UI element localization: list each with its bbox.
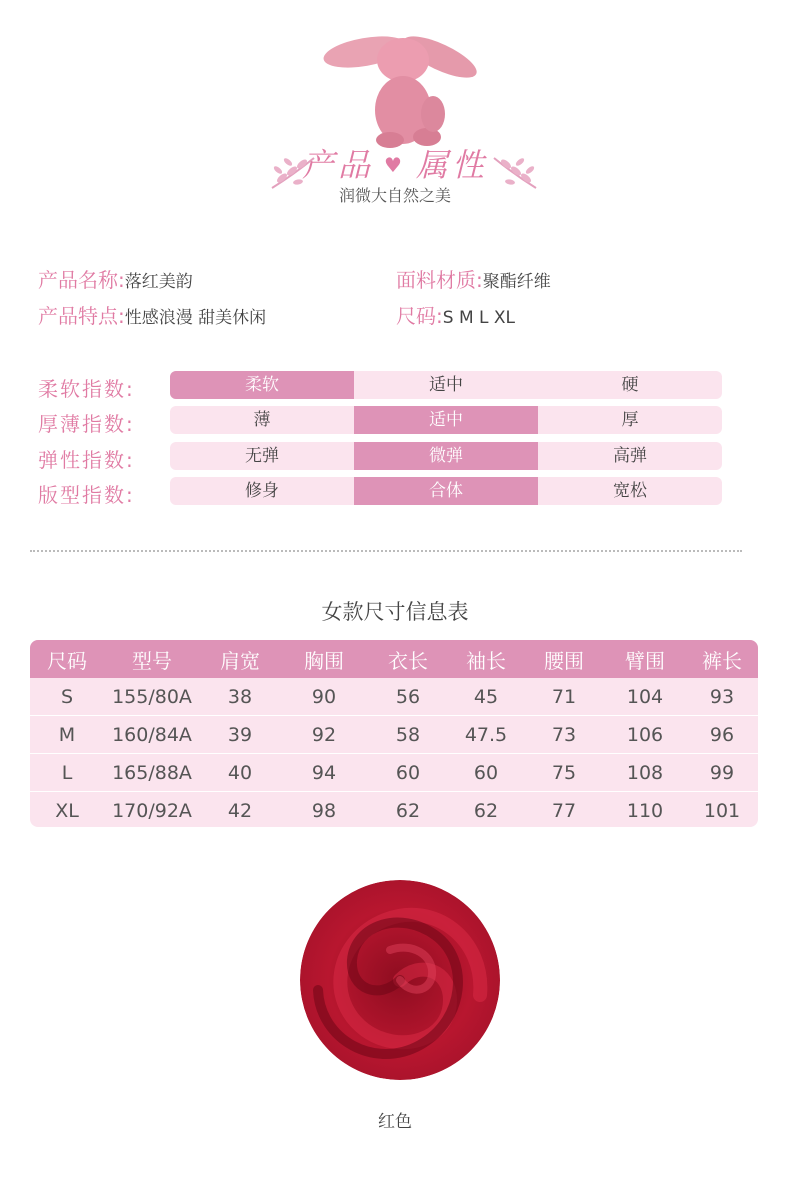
table-cell: 106	[604, 716, 686, 754]
index-bar-thickness	[170, 406, 722, 434]
attribute-value: 落红美韵	[124, 272, 193, 292]
column-header: 尺码	[30, 640, 104, 678]
table-cell: 92	[280, 716, 368, 754]
table-cell: 99	[686, 754, 758, 792]
index-option: 高弹	[613, 446, 647, 466]
table-cell: 39	[200, 716, 280, 754]
index-option: 合体	[354, 477, 538, 505]
size-table-title: 女款尺寸信息表	[321, 600, 469, 624]
column-header: 腰围	[524, 640, 604, 678]
index-option: 无弹	[245, 446, 279, 466]
attribute-material	[396, 264, 551, 293]
index-bar-fit	[170, 477, 722, 505]
attribute-features	[38, 300, 266, 329]
index-label-softness: 柔软指数:	[38, 377, 135, 401]
table-cell: 98	[280, 792, 368, 828]
index-bar-softness	[170, 371, 722, 399]
dotted-divider	[30, 550, 742, 552]
table-cell: 77	[524, 792, 604, 828]
table-row	[30, 716, 758, 754]
attribute-key: 面料材质:	[396, 268, 483, 292]
column-header: 肩宽	[200, 640, 280, 678]
size-table	[30, 640, 758, 827]
table-cell: 60	[368, 754, 448, 792]
index-bar-elasticity	[170, 442, 722, 470]
bunny-illustration	[315, 22, 485, 152]
attribute-product-name	[38, 264, 193, 293]
column-header: 胸围	[280, 640, 368, 678]
index-option: 厚	[621, 410, 639, 430]
table-cell: 58	[368, 716, 448, 754]
attribute-size	[396, 300, 515, 329]
table-cell: 155/80A	[112, 685, 192, 708]
index-label-thickness: 厚薄指数:	[38, 412, 135, 436]
index-option: 硬	[621, 375, 639, 395]
table-cell: 38	[227, 685, 253, 708]
fabric-swatch-image	[300, 880, 500, 1080]
heart-icon: ♥	[384, 153, 406, 177]
attribute-key: 产品特点:	[38, 304, 125, 328]
table-cell: 165/88A	[104, 754, 200, 792]
index-option: 柔软	[170, 371, 354, 399]
table-cell: 96	[686, 716, 758, 754]
index-option: 适中	[354, 406, 538, 434]
index-option: 宽松	[613, 481, 647, 501]
table-cell: L	[30, 754, 104, 792]
table-cell: 110	[604, 792, 686, 828]
table-cell: 73	[524, 716, 604, 754]
table-cell: 94	[280, 754, 368, 792]
table-cell: 93	[709, 685, 735, 708]
color-label: 红色	[378, 1112, 412, 1132]
table-header-row	[30, 640, 758, 678]
column-header: 袖长	[448, 640, 524, 678]
table-cell: 75	[524, 754, 604, 792]
attribute-value: 聚酯纤维	[482, 272, 551, 292]
table-cell: 71	[551, 685, 577, 708]
table-cell: 60	[448, 754, 524, 792]
column-header: 型号	[104, 640, 200, 678]
table-cell: 56	[395, 685, 421, 708]
table-cell: 42	[200, 792, 280, 828]
table-cell: 170/92A	[104, 792, 200, 828]
table-row	[30, 678, 758, 716]
section-title	[0, 140, 790, 186]
table-cell: XL	[30, 792, 104, 828]
title-right: 属性	[415, 146, 488, 184]
table-cell: 108	[604, 754, 686, 792]
table-cell: 160/84A	[104, 716, 200, 754]
table-cell: 45	[473, 685, 499, 708]
title-left: 产品	[302, 146, 375, 184]
column-header: 裤长	[686, 640, 758, 678]
table-cell: 104	[626, 685, 664, 708]
column-header: 衣长	[368, 640, 448, 678]
table-cell: S	[60, 685, 74, 708]
column-header: 臂围	[604, 640, 686, 678]
attribute-key: 产品名称:	[38, 268, 125, 292]
index-option: 适中	[429, 375, 463, 395]
table-cell: 40	[200, 754, 280, 792]
table-cell: 101	[686, 792, 758, 828]
table-cell: M	[30, 716, 104, 754]
table-row	[30, 754, 758, 792]
section-subtitle: 润微大自然之美	[338, 186, 451, 205]
attribute-value: S M L XL	[442, 308, 516, 328]
index-label-fit: 版型指数:	[38, 483, 135, 507]
table-cell: 90	[311, 685, 337, 708]
index-option: 薄	[253, 410, 271, 430]
index-label-elasticity: 弹性指数:	[38, 448, 135, 472]
attribute-key: 尺码:	[396, 304, 443, 328]
attribute-value: 性感浪漫 甜美休闲	[124, 308, 267, 328]
table-row	[30, 792, 758, 828]
table-cell: 62	[368, 792, 448, 828]
table-cell: 47.5	[448, 716, 524, 754]
table-cell: 62	[448, 792, 524, 828]
index-option: 微弹	[354, 442, 538, 470]
index-option: 修身	[245, 481, 279, 501]
